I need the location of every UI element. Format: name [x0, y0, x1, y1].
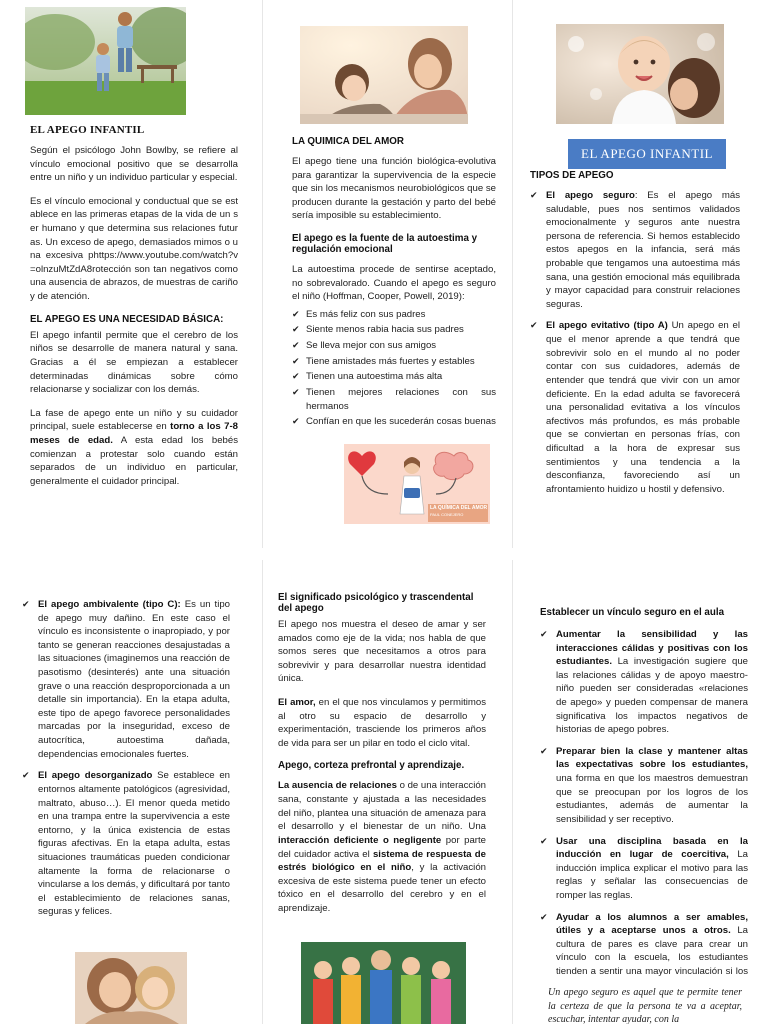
item-text: Un apego en el que el menor aprende a que tendrá que sobrevivir solo en el mundo al no poder contar con sus cuidadores, además de entender que tendrá que vivir con un amor deficiente. En la edad adulta se favorecerá una personalidad evitativa a los vínculos afectivos más profundos, es más probable que se conviertan en personas frías, con dificultad a la hora de expresar sus sentimientos y una tendencia a la desconfianza, favoreciendo así un afrontamiento huidizo u hostil y defensivo.	[546, 320, 740, 495]
section-heading: El apego es la fuente de la autoestima y regulación emocional	[292, 233, 478, 256]
list-item: ✔ Tienen mejores relaciones con sus hermanos	[292, 386, 496, 413]
item-label: Ayudar a los alumnos a ser amables, útiles y a aceptarse unos a otros.	[556, 911, 748, 937]
list-item	[530, 189, 740, 311]
attachment-types-list	[530, 189, 740, 496]
panel-attachment-types-cont	[22, 598, 230, 943]
list-item: ✔ Tienen una autoestima más alta	[292, 370, 496, 384]
list-item	[530, 319, 740, 496]
attachment-types-list	[22, 598, 230, 919]
item-text: La inducción implica explicar el motivo para las reglas y señalar las consecuencias de romper las reglas.	[556, 849, 748, 901]
item-text: Se establece en entornos altamente patológicos (agresividad, maltrato, abuso…). El menor queda metido en una trampa entre la supervivencia a este entorno, y la única existencia de estas figuras afectivas. En la etapa adulta, estas situaciones traumáticas pueden condicionar altamente la forma de relacionarse o vincularse a los demás, y dificultará por tanto el establecimiento de relaciones sanas, seguras y felices.	[38, 770, 230, 918]
item-text: La cultura de pares es clave para crear un vínculo con la escuela, los estudiantes tienden a sentir una mayor vinculación si los	[556, 925, 748, 978]
section-heading: EL APEGO ES UNA NECESIDAD BÁSICA:	[30, 313, 224, 325]
panel-heading: LA QUIMICA DEL AMOR	[292, 136, 404, 147]
paragraph: La autoestima procede de sentirse aceptado, no sobrevalorado. Cuando el apego es seguro el niño (Hoffman, Cooper, Powell, 2019):	[292, 264, 496, 303]
infographic-subcaption: PAUL CONEJERO	[430, 512, 464, 517]
bold-span: El amor,	[278, 697, 316, 709]
list-item	[22, 769, 230, 919]
item-label: Aumentar la sensibilidad y las interacciones cálidas y positivas con los estudiantes.	[556, 629, 748, 668]
paragraph: Según el psicólogo John Bowlby, se refiere al vínculo emocional positivo que se desarrolla entre un niño y un individuo particular y especial.	[30, 145, 238, 184]
bold-span: La ausencia de relaciones	[278, 780, 397, 792]
item-label: Usar una disciplina basada en la inducción en lugar de coercitiva,	[556, 835, 748, 861]
photo-mother-and-child	[300, 26, 468, 124]
infographic-chemistry-of-love	[344, 444, 490, 524]
panel-heading: TIPOS DE APEGO	[530, 170, 614, 181]
panel-intro	[30, 124, 238, 504]
benefits-list	[292, 308, 496, 429]
panel-significance	[278, 592, 486, 932]
list-item	[540, 628, 748, 737]
fold-line	[512, 560, 513, 1024]
bold-span: torno a los 7-8 meses de edad.	[30, 421, 238, 446]
text-span: , y la activación excesiva de este sistema puede tener un efecto tóxico en el desarrollo del cerebro y en el aprendizaje.	[278, 862, 486, 914]
text-span: La fase de apego ente un niño y su cuidador principal, suele establecerse en	[30, 407, 238, 433]
list-item	[22, 598, 230, 761]
photo-group-of-children	[301, 942, 466, 1024]
closing-quote: Un apego seguro es aquel que te permite tener la certeza de que la persona te va a aceptar, escuchar, intentar ayudar, con la	[548, 987, 742, 1024]
fold-line	[262, 560, 263, 1024]
classroom-strategies-list	[540, 628, 748, 979]
bold-span: interacción deficiente o negligente	[278, 834, 442, 846]
list-item: ✔ Se lleva mejor con sus amigos	[292, 339, 496, 353]
paragraph	[278, 696, 486, 750]
item-label: El apego evitativo (tipo A)	[546, 320, 668, 332]
panel-heading: El significado psicológico y trascendental del apego	[278, 592, 474, 614]
photo-mother-kissing-baby	[556, 24, 724, 124]
text-span: por parte del cuidador activa el	[278, 834, 486, 860]
list-item	[540, 745, 748, 827]
fold-line	[262, 0, 263, 548]
list-item: ✔ Tiene amistades más fuertes y estables	[292, 355, 496, 369]
bold-span: sistema de respuesta de estrés biológico en el niño	[278, 848, 486, 874]
paragraph: El apego tiene una función biológica-evolutiva para garantizar la supervivencia de la especie que sin los mecanismos neurobiológicos que se producen durante la gestación y parto del bebé sería imposible su establecimiento.	[292, 156, 496, 222]
paragraph: El apego infantil permite que el cerebro de los niños se desarrolle de manera natural y sana. Gracias a él se empiezan a establecer determinadas dinámicas sobre cómo relacionarse y socializar con los demás.	[30, 329, 238, 396]
list-item: ✔ Es más feliz con sus padres	[292, 308, 496, 322]
item-text: Es un tipo de apego muy dañino. En este caso el vínculo es inconsistente o inapropiado, y por tanto se generan reacciones desajustadas a las situaciones (imaginemos una reacción de pasotismo (desinterés) ante una situación grave o una reacción desproporcionada a un detalle sin importancia). En la etapa adulta, este tipo de apego favorece personalidades marcadas por la inseguridad, exceso de autocrítica, autoestima dañada, dependencias emocionales fuertes.	[38, 599, 230, 760]
panel-chemistry	[292, 136, 496, 446]
list-item: ✔ Confían en que les sucederán cosas buenas	[292, 415, 496, 429]
panel-attachment-types	[530, 170, 740, 525]
list-item	[540, 835, 748, 903]
item-label: El apego seguro	[546, 190, 635, 201]
paragraph: Es el vínculo emocional y conductual que se establece en las primeras etapas de la vida de un ser humano y que determina sus relaciones futuras. Un exceso de apego, demasiados mimos o una excesiva phttps://www.youtube.com/watch?v=olnzuMtZdA8rotección son tan negativos como una ausencia de abrazos, de muestras de cariño y de atención.	[30, 195, 238, 303]
list-item	[540, 911, 748, 979]
list-item: ✔ Siente menos rabia hacia sus padres	[292, 323, 496, 337]
text-span: en el que nos vinculamos y permitimos al otro su espacio de desarrollo y experimentación, trasciende los primeros años de vida para ser un pilar en todo el ciclo vital.	[278, 697, 486, 749]
item-label: El apego desorganizado	[38, 770, 153, 782]
paragraph: El apego nos muestra el deseo de amar y ser amados como eje de la vida; nos habla de que somos seres que necesitamos a otros para sobrevivir y para desarrollar nuestra identidad única.	[278, 619, 486, 685]
item-label: El apego ambivalente (tipo C):	[38, 599, 181, 610]
fold-line	[512, 0, 513, 548]
brochure-title-box: EL APEGO INFANTIL	[568, 139, 726, 169]
paragraph	[278, 779, 486, 915]
panel-classroom	[540, 607, 748, 979]
panel-heading: EL APEGO INFANTIL	[30, 124, 145, 136]
panel-heading: Establecer un vínculo seguro en el aula	[540, 607, 725, 618]
infographic-caption: LA QUÍMICA DEL AMOR	[430, 505, 488, 511]
section-heading: Apego, corteza prefrontal y aprendizaje.	[278, 760, 465, 772]
text-span: o de una interacción sana, constante y ajustada a las necesidades del niño, plantea una situación de amenaza para el desarrollo y el bienestar de un niño. Una	[278, 780, 486, 833]
paragraph	[30, 407, 238, 489]
heart-icon	[348, 451, 376, 476]
photo-mother-and-daughter	[75, 952, 187, 1024]
item-text: una forma en que los maestros demuestran que se preocupan por los logros de los estudiantes, además de aumentar la sensibilidad y ser receptivo.	[556, 773, 748, 825]
photo-children-playing	[25, 7, 186, 115]
item-label: Preparar bien la clase y mantener altas las expectativas sobre los estudiantes,	[556, 745, 748, 771]
text-span: A esta edad los bebés comienzan a protestar solo cuando están separados de un individuo en particular, generalmente el cuidador principal.	[30, 434, 238, 487]
item-text: : Es el apego más saludable, pues nos sentimos validados emocionalmente y seguros ante nuestra persona de referencia. Si hemos establecido estos apegos en la infancia, será más probable que tengamos una autoestima más sana, una gestión emocional más equilibrada y mayor capacidad para construir relaciones seguras.	[546, 190, 740, 310]
item-text: La investigación sugiere que las relaciones cálidas y de apoyo maestro-niño pueden ser consideradas «relaciones de apego» y pueden compensar de manera significativa los impactos negativos de historias de apego pobres.	[556, 656, 748, 736]
